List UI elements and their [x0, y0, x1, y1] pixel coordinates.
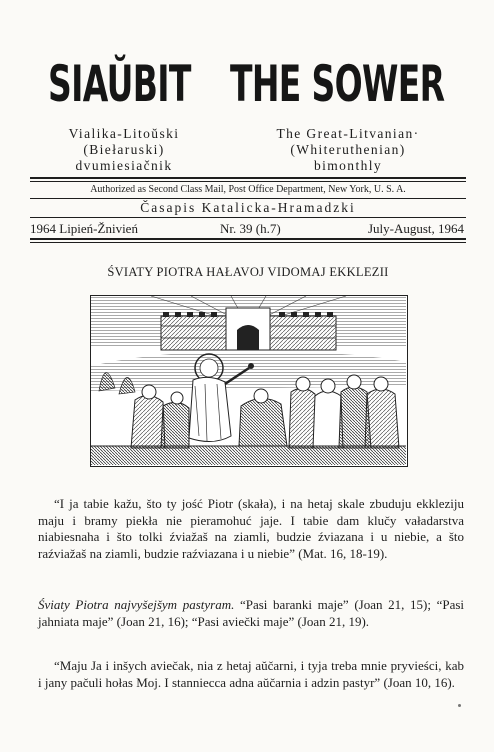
masthead-titles	[48, 52, 448, 122]
scripture-paragraph-2	[38, 597, 464, 630]
issue-number: Nr. 39 (h.7)	[220, 221, 281, 236]
scripture-paragraph-1: “I ja tabie kažu, što ty jość Piotr (skała), i na hetaj skale zbuduju ekkleziju maju i bramy piekła nie pieramohuć jaje. I tabie dam klučy vaładarstva niabiesnaha i što tolki źviažaš na ziamli, budzie źviazana i u niebie, a što raźviažaš na ziamli, budzie raźviazana i u niebie” (Mat. 16, 18-19).	[38, 496, 464, 561]
christ-with-apostles-icon	[91, 296, 406, 465]
right-line-3: bimonthly	[313, 158, 383, 173]
scripture-paragraph-3: “Maju Ja i inšych aviečak, nia z hetaj aŭčarni, i tyja treba mnie pryvieści, kab i jany pačuli hołas Moj. I stanniecca adna aŭčarnia i adzin pastyr” (Joan 10, 16).	[38, 658, 464, 690]
title-belarusian: SIAŬBIT	[48, 55, 191, 113]
italic-lead: Śviaty Piotra najvyšejšym pastyram.	[38, 597, 235, 612]
divider-rule	[30, 181, 466, 182]
left-line-1: Vialika-Litoŭski	[68, 126, 180, 141]
divider-rule	[30, 198, 466, 199]
paragraph-2-text: “Pasi baranki maje” (Joan 21, 15); “Pasi jahniata maje” (Joan 21, 16); “Pasi aviečki maje” (Joan 21, 19).	[38, 597, 465, 629]
date-belarusian: 1964 Lipień-Žnivień	[30, 221, 138, 236]
engraving-illustration	[90, 295, 408, 467]
right-line-1: The Great-Litvanian·	[276, 126, 420, 141]
masthead-left-subtitle	[24, 126, 224, 174]
print-smudge	[458, 704, 461, 707]
divider-rule	[30, 238, 466, 240]
article-heading: ŚVIATY PIOTRA HAŁAVOJ VIDOMAJ EKKLEZII	[107, 265, 389, 279]
right-line-2: (Whiteruthenian)	[290, 142, 406, 157]
date-english: July-August, 1964	[367, 221, 464, 236]
masthead-right-subtitle	[248, 126, 448, 174]
divider-rule	[30, 217, 466, 218]
publication-subtitle: Časapis Katalicka-Hramadzki	[140, 200, 356, 215]
title-english: THE SOWER	[230, 55, 445, 113]
divider-rule	[30, 242, 466, 243]
left-line-2: (Biełaruski)	[83, 142, 165, 157]
left-line-3: dvumiesiačnik	[75, 158, 173, 173]
dateline	[30, 221, 466, 237]
divider-rule	[30, 177, 466, 179]
mail-authorization-line: Authorized as Second Class Mail, Post Office Department, New York, U. S. A.	[90, 184, 406, 195]
